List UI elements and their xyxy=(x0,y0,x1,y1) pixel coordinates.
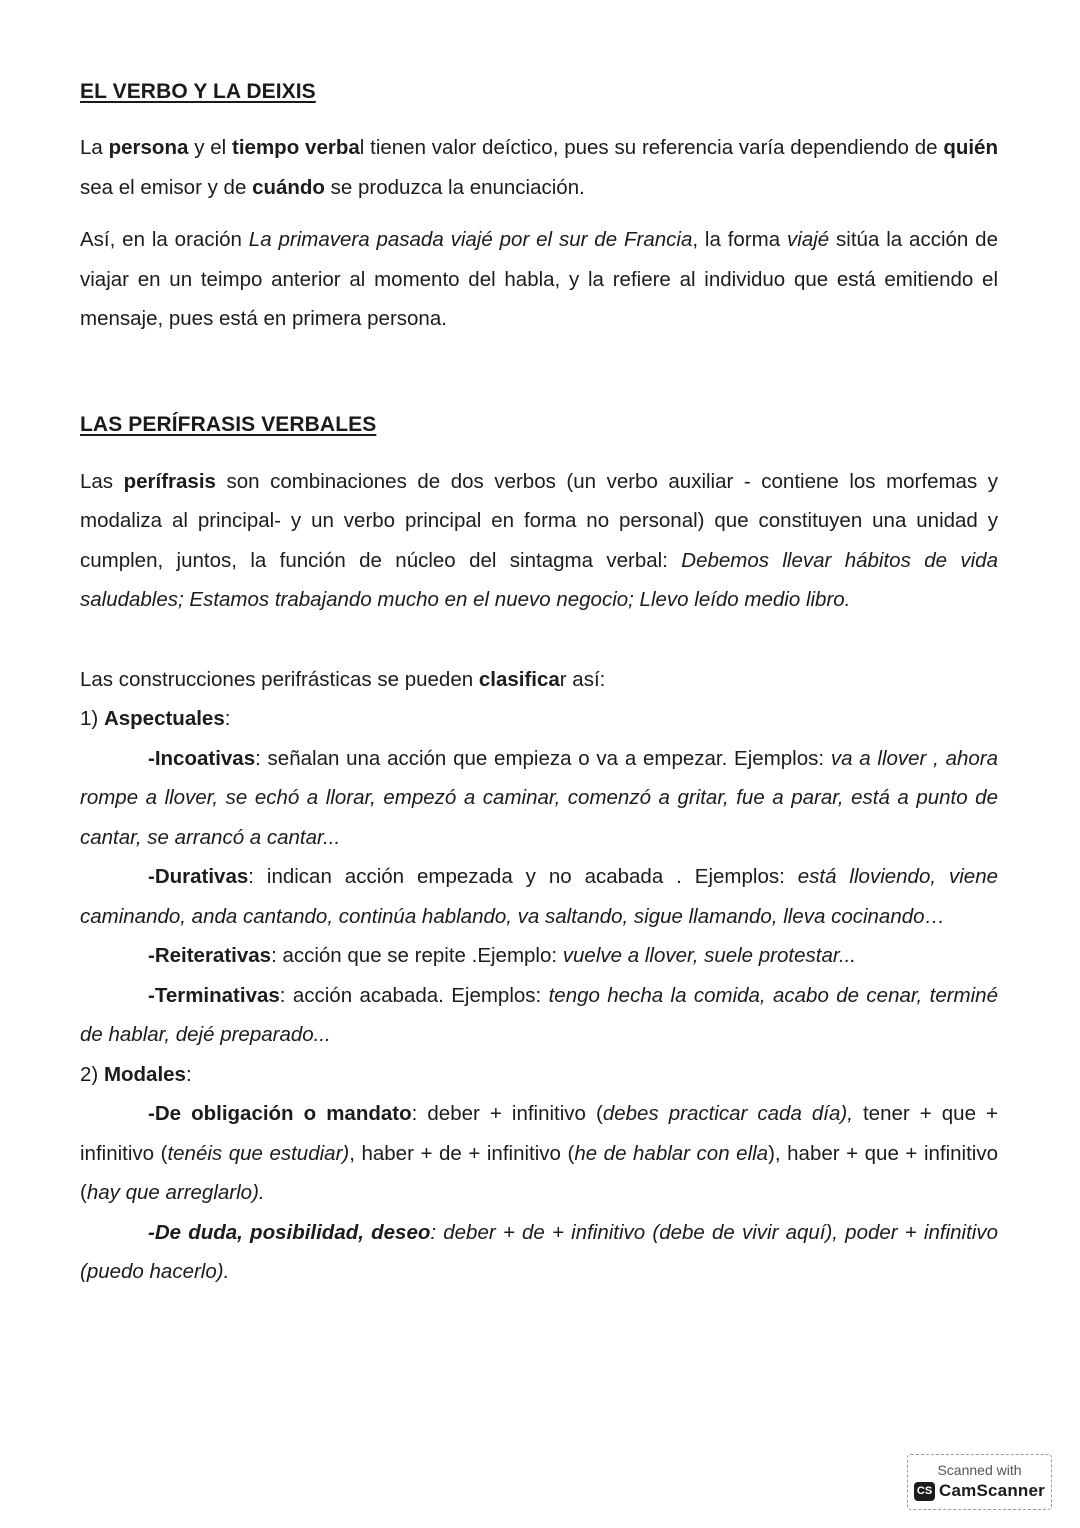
item-durativas xyxy=(80,857,998,936)
italic-example: hay que arreglarlo). xyxy=(86,1181,265,1204)
bold-term: tiempo verba xyxy=(232,136,360,159)
italic-example: está lloviendo, viene caminando, anda cantando, continúa hablando, va saltando, sigue llamando, lleva cocinando… xyxy=(80,865,998,928)
italic-example: tenéis que estudiar) xyxy=(167,1141,350,1165)
text: son combinaciones de dos verbos (un verbo auxiliar - contiene los morfemas y modaliza al principal- y un verbo principal en forma no personal) que constituyen una unidad y cumplen, juntos, la función de núcleo del sintagma verbal: xyxy=(80,469,998,572)
document-page xyxy=(80,78,998,1292)
text: : deber + infinitivo ( xyxy=(411,1102,603,1125)
text: tener + que + infinitivo ( xyxy=(80,1102,998,1165)
watermark-brand: CamScanner xyxy=(939,1481,1045,1500)
classification-intro xyxy=(80,660,998,700)
item-label: -Durativas xyxy=(148,865,249,888)
text: ), haber + que + infinitivo ( xyxy=(80,1141,999,1204)
item-label: -De duda, posibilidad, deseo xyxy=(148,1220,431,1244)
italic-example: Debemos llevar hábitos de vida saludables; Estamos trabajando mucho en el nuevo negocio; Llevo leído medio libro. xyxy=(80,548,998,611)
text: : xyxy=(224,707,231,730)
bold-term: cuándo xyxy=(252,175,325,199)
italic-example: La primavera pasada viajé por el sur de Francia xyxy=(248,228,693,251)
camscanner-watermark xyxy=(907,1454,1052,1510)
text: Las xyxy=(80,469,124,493)
group-label: Modales xyxy=(103,1062,186,1086)
item-obligacion xyxy=(80,1094,998,1213)
group-label: Aspectuales xyxy=(103,707,225,730)
text: : señalan una acción que empieza o va a empezar. Ejemplos: xyxy=(255,746,831,770)
camscanner-logo-icon: CS xyxy=(914,1482,935,1501)
item-reiterativas xyxy=(80,936,998,976)
list-number: 1) xyxy=(80,707,104,730)
section-heading-deixis: EL VERBO Y LA DEIXIS xyxy=(80,80,316,103)
item-label: -Terminativas xyxy=(148,983,280,1007)
text: , la forma xyxy=(692,228,788,251)
item-incoativas xyxy=(80,739,998,858)
group-aspectuales-heading xyxy=(80,699,998,739)
text: La xyxy=(80,136,109,159)
bold-term: quién xyxy=(943,136,998,159)
text: , haber + de + infinitivo ( xyxy=(349,1141,575,1165)
group-modales-heading xyxy=(80,1055,998,1095)
paragraph-deixis-example xyxy=(80,220,998,339)
text: Así, en la oración xyxy=(80,228,249,251)
paragraph-perifrasis-definition xyxy=(80,462,998,620)
text: : acción acabada. Ejemplos: xyxy=(279,983,549,1007)
text: Las construcciones perifrásticas se pueden xyxy=(80,667,479,691)
text: y el xyxy=(188,136,233,159)
text: : acción que se repite .Ejemplo: xyxy=(271,944,563,967)
italic-example: vuelve a llover, suele protestar... xyxy=(562,944,857,967)
item-duda xyxy=(80,1213,998,1292)
italic-example: : deber + de + infinitivo (debe de vivir aquí), poder + infinitivo (puedo hacerlo). xyxy=(80,1220,998,1283)
bold-term: perífrasis xyxy=(123,469,216,493)
italic-example: tengo hecha la comida, acabo de cenar, terminé de hablar, dejé preparado... xyxy=(80,983,998,1046)
italic-example: va a llover , ahora rompe a llover, se echó a llorar, empezó a caminar, comenzó a gritar, fue a parar, está a punto de cantar, se arrancó a cantar... xyxy=(80,746,999,849)
italic-example: he de hablar con ella xyxy=(574,1141,769,1165)
text: : xyxy=(185,1062,192,1086)
text: r así: xyxy=(559,667,606,691)
italic-example: debes practicar cada día), xyxy=(602,1102,853,1125)
item-label: -Incoativas xyxy=(148,746,256,770)
italic-example: viajé xyxy=(787,228,830,251)
bold-term: persona xyxy=(108,136,189,159)
section-heading-perifrasis: LAS PERÍFRASIS VERBALES xyxy=(80,412,377,436)
text: sitúa la acción de viajar en un teimpo anterior al momento del habla, y la refiere al individuo que está emitiendo el mensaje, pues está en primera persona. xyxy=(80,228,998,330)
bold-term: clasifica xyxy=(478,667,560,691)
paragraph-deixis-definition xyxy=(80,128,998,207)
item-terminativas xyxy=(80,976,998,1055)
text: : indican acción empezada y no acabada . Ejemplos: xyxy=(248,865,798,888)
item-label: -Reiterativas xyxy=(148,944,272,967)
watermark-brand-row xyxy=(908,1481,1051,1501)
text: se produzca la enunciación. xyxy=(324,175,585,199)
item-label: -De obligación o mandato xyxy=(148,1102,412,1125)
watermark-caption: Scanned with xyxy=(937,1462,1022,1478)
text: l tienen valor deíctico, pues su referencia varía dependiendo de xyxy=(359,136,944,159)
text: sea el emisor y de xyxy=(80,175,253,199)
list-number: 2) xyxy=(80,1062,104,1086)
